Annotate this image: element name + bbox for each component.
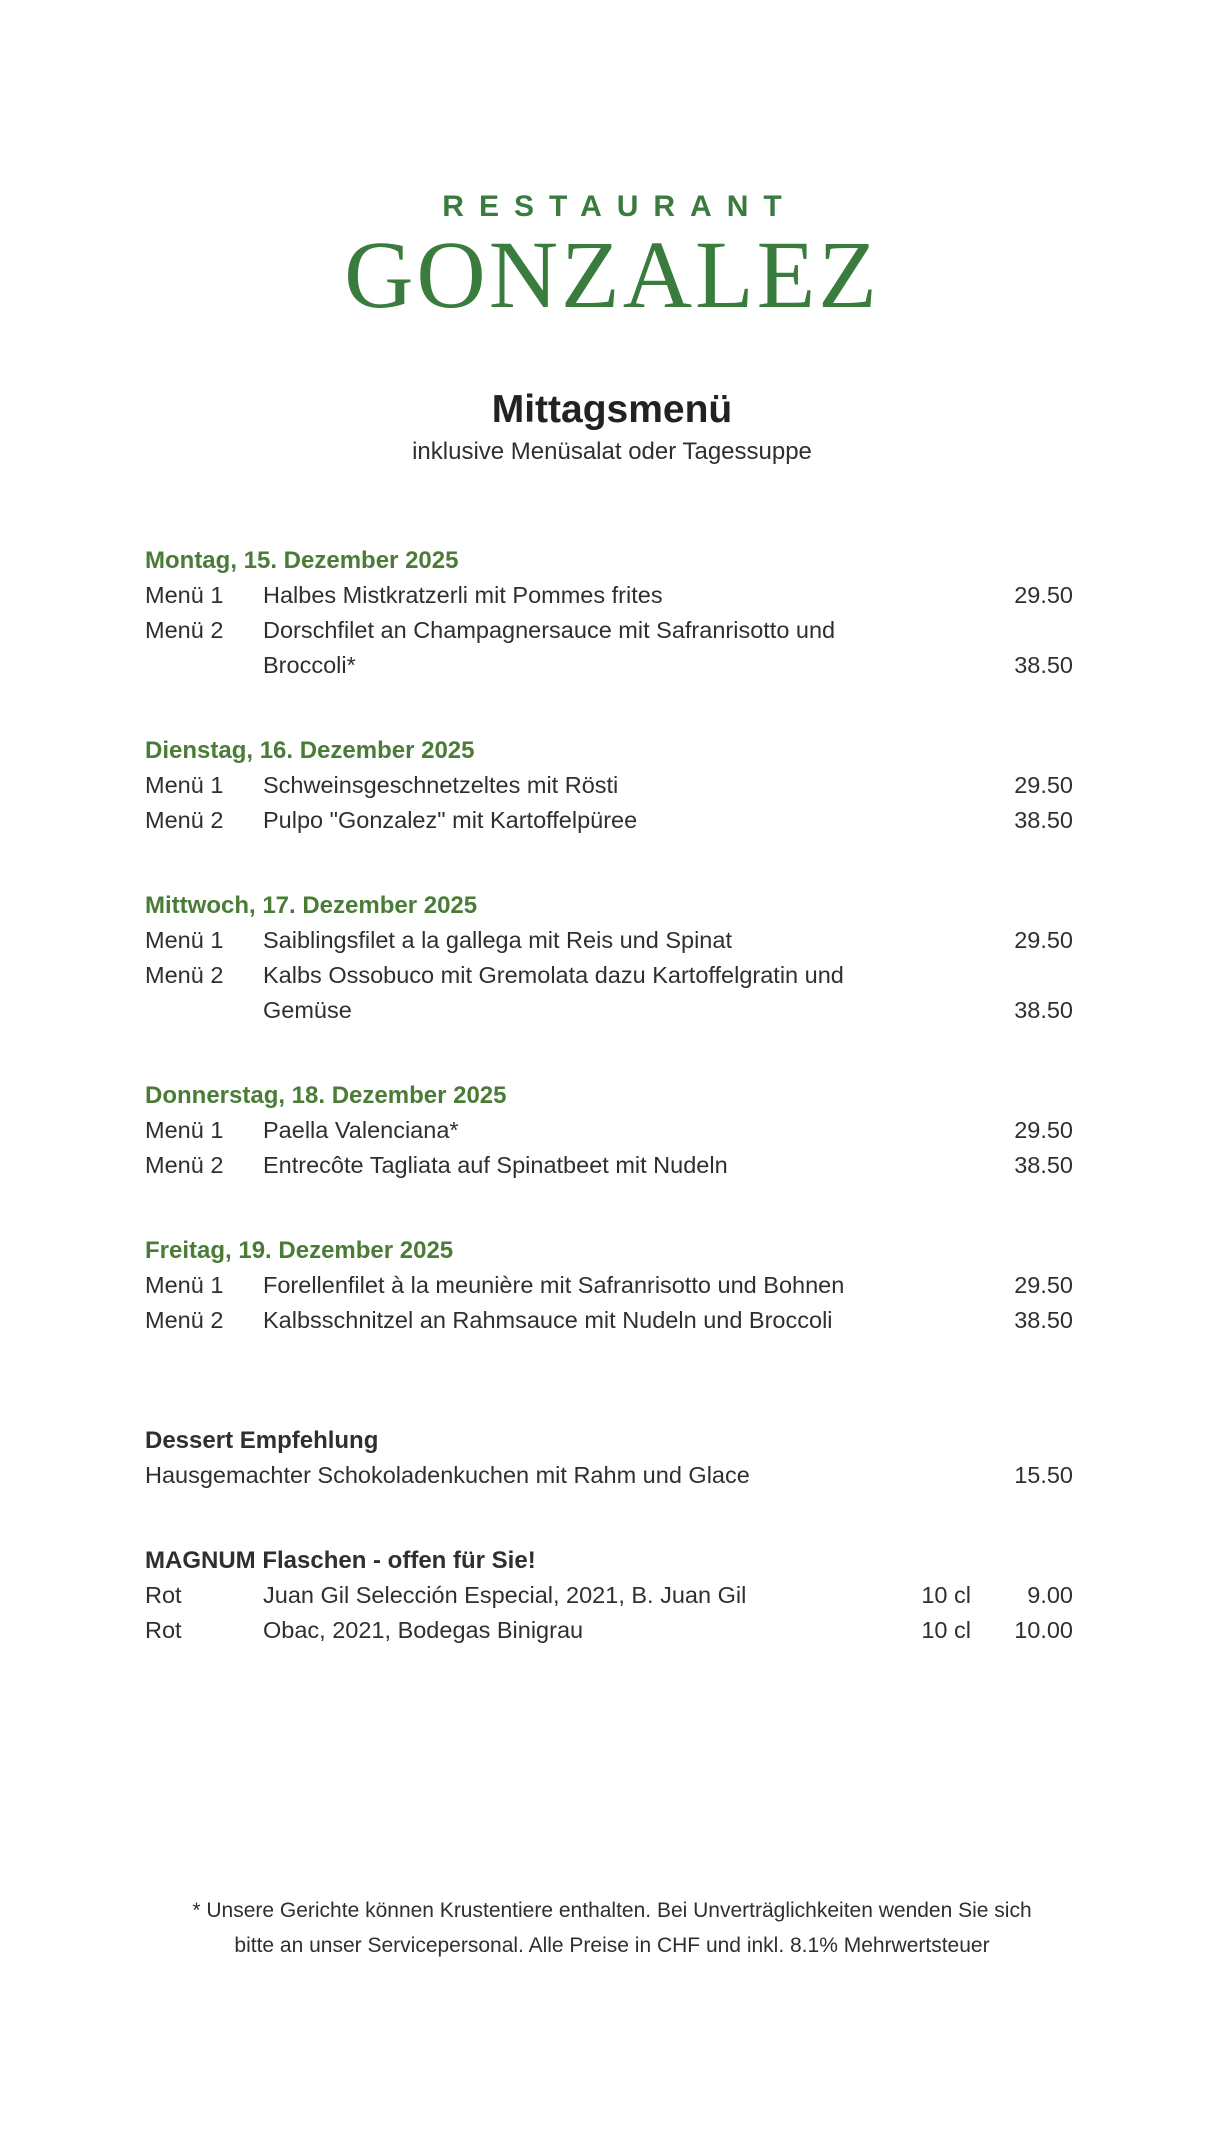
menu-item-text: Schweinsgeschnetzeltes mit Rösti xyxy=(263,772,619,798)
menu-item-row xyxy=(145,578,1073,613)
day-section-donnerstag xyxy=(145,1078,1073,1183)
title-block xyxy=(0,387,1224,469)
menu-item-text: Paella Valenciana* xyxy=(263,1117,459,1143)
wine-price: 10.00 xyxy=(1014,1617,1073,1643)
wine-name: Obac, 2021, Bodegas Binigrau xyxy=(263,1617,584,1643)
menu-body xyxy=(145,543,1073,1648)
wine-price: 9.00 xyxy=(1027,1582,1073,1608)
menu-item-price: 29.50 xyxy=(1014,1272,1073,1298)
menu-item-price: 29.50 xyxy=(1014,772,1073,798)
menu-item-text: Saiblingsfilet a la gallega mit Reis und Spinat xyxy=(263,927,732,953)
day-heading: Mittwoch, 17. Dezember 2025 xyxy=(145,892,478,919)
logo-restaurant-word: RESTAURANT xyxy=(442,190,797,223)
page-subtitle: inklusive Menüsalat oder Tagessuppe xyxy=(412,438,812,465)
menu-item-price: 29.50 xyxy=(1014,582,1073,608)
menu-item-label: Menü 1 xyxy=(145,1117,224,1143)
menu-item-price: 38.50 xyxy=(1014,807,1073,833)
wine-name: Juan Gil Selección Especial, 2021, B. Juan Gil xyxy=(263,1582,747,1608)
dessert-item-row xyxy=(145,1458,1073,1493)
day-heading: Dienstag, 16. Dezember 2025 xyxy=(145,737,475,764)
day-section-dienstag xyxy=(145,733,1073,838)
wine-row xyxy=(145,1613,1073,1648)
menu-item-row xyxy=(145,613,1073,683)
menu-item-label: Menü 2 xyxy=(145,1152,224,1178)
menu-item-price: 38.50 xyxy=(1014,1152,1073,1178)
menu-item-row xyxy=(145,923,1073,958)
menu-item-price: 29.50 xyxy=(1014,927,1073,953)
wine-row xyxy=(145,1578,1073,1613)
magnum-heading: MAGNUM Flaschen - offen für Sie! xyxy=(145,1547,536,1574)
magnum-section xyxy=(145,1543,1073,1648)
menu-item-row xyxy=(145,1113,1073,1148)
menu-item-text: Forellenfilet à la meunière mit Safranrisotto und Bohnen xyxy=(263,1272,845,1298)
menu-item-label: Menü 1 xyxy=(145,1272,224,1298)
page-title: Mittagsmenü xyxy=(491,388,733,431)
day-heading: Freitag, 19. Dezember 2025 xyxy=(145,1237,454,1264)
footer-line-1: * Unsere Gerichte können Krustentiere enthalten. Bei Unverträglichkeiten wenden Sie sich xyxy=(192,1899,1032,1922)
menu-item-row xyxy=(145,958,1073,1028)
footer-note xyxy=(0,1893,1224,1963)
wine-color-label: Rot xyxy=(145,1582,182,1608)
menu-item-text: Kalbs Ossobuco mit Gremolata dazu Kartoffelgratin und Gemüse xyxy=(263,962,844,1023)
menu-item-price: 38.50 xyxy=(1014,652,1073,678)
dessert-heading: Dessert Empfehlung xyxy=(145,1427,379,1454)
dessert-item-text: Hausgemachter Schokoladenkuchen mit Rahm und Glace xyxy=(145,1462,750,1488)
menu-item-price: 29.50 xyxy=(1014,1117,1073,1143)
logo-brand-name: GONZALEZ xyxy=(344,221,880,328)
menu-item-label: Menü 1 xyxy=(145,772,224,798)
day-heading: Montag, 15. Dezember 2025 xyxy=(145,547,459,574)
day-section-freitag xyxy=(145,1233,1073,1338)
dessert-section xyxy=(145,1423,1073,1493)
menu-item-text: Pulpo "Gonzalez" mit Kartoffelpüree xyxy=(263,807,638,833)
footer-line-2: bitte an unser Servicepersonal. Alle Preise in CHF und inkl. 8.1% Mehrwertsteuer xyxy=(234,1934,990,1957)
menu-item-row xyxy=(145,1148,1073,1183)
wine-serving-size: 10 cl xyxy=(921,1582,971,1608)
menu-item-label: Menü 1 xyxy=(145,927,224,953)
menu-item-text: Dorschfilet an Champagnersauce mit Safranrisotto und Broccoli* xyxy=(263,617,836,678)
menu-item-text: Entrecôte Tagliata auf Spinatbeet mit Nudeln xyxy=(263,1152,728,1178)
menu-item-label: Menü 2 xyxy=(145,1307,224,1333)
restaurant-logo xyxy=(0,0,1224,328)
day-heading: Donnerstag, 18. Dezember 2025 xyxy=(145,1082,507,1109)
day-section-mittwoch xyxy=(145,888,1073,1028)
menu-item-row xyxy=(145,1268,1073,1303)
menu-item-price: 38.50 xyxy=(1014,997,1073,1023)
menu-item-label: Menü 2 xyxy=(145,962,224,988)
menu-item-row xyxy=(145,768,1073,803)
menu-item-label: Menü 1 xyxy=(145,582,224,608)
menu-item-row xyxy=(145,803,1073,838)
menu-item-label: Menü 2 xyxy=(145,617,224,643)
menu-item-label: Menü 2 xyxy=(145,807,224,833)
day-section-montag xyxy=(145,543,1073,683)
menu-item-price: 38.50 xyxy=(1014,1307,1073,1333)
wine-color-label: Rot xyxy=(145,1617,182,1643)
menu-item-row xyxy=(145,1303,1073,1338)
menu-item-text: Kalbsschnitzel an Rahmsauce mit Nudeln und Broccoli xyxy=(263,1307,833,1333)
menu-item-text: Halbes Mistkratzerli mit Pommes frites xyxy=(263,582,663,608)
wine-serving-size: 10 cl xyxy=(921,1617,971,1643)
dessert-item-price: 15.50 xyxy=(1014,1462,1073,1488)
